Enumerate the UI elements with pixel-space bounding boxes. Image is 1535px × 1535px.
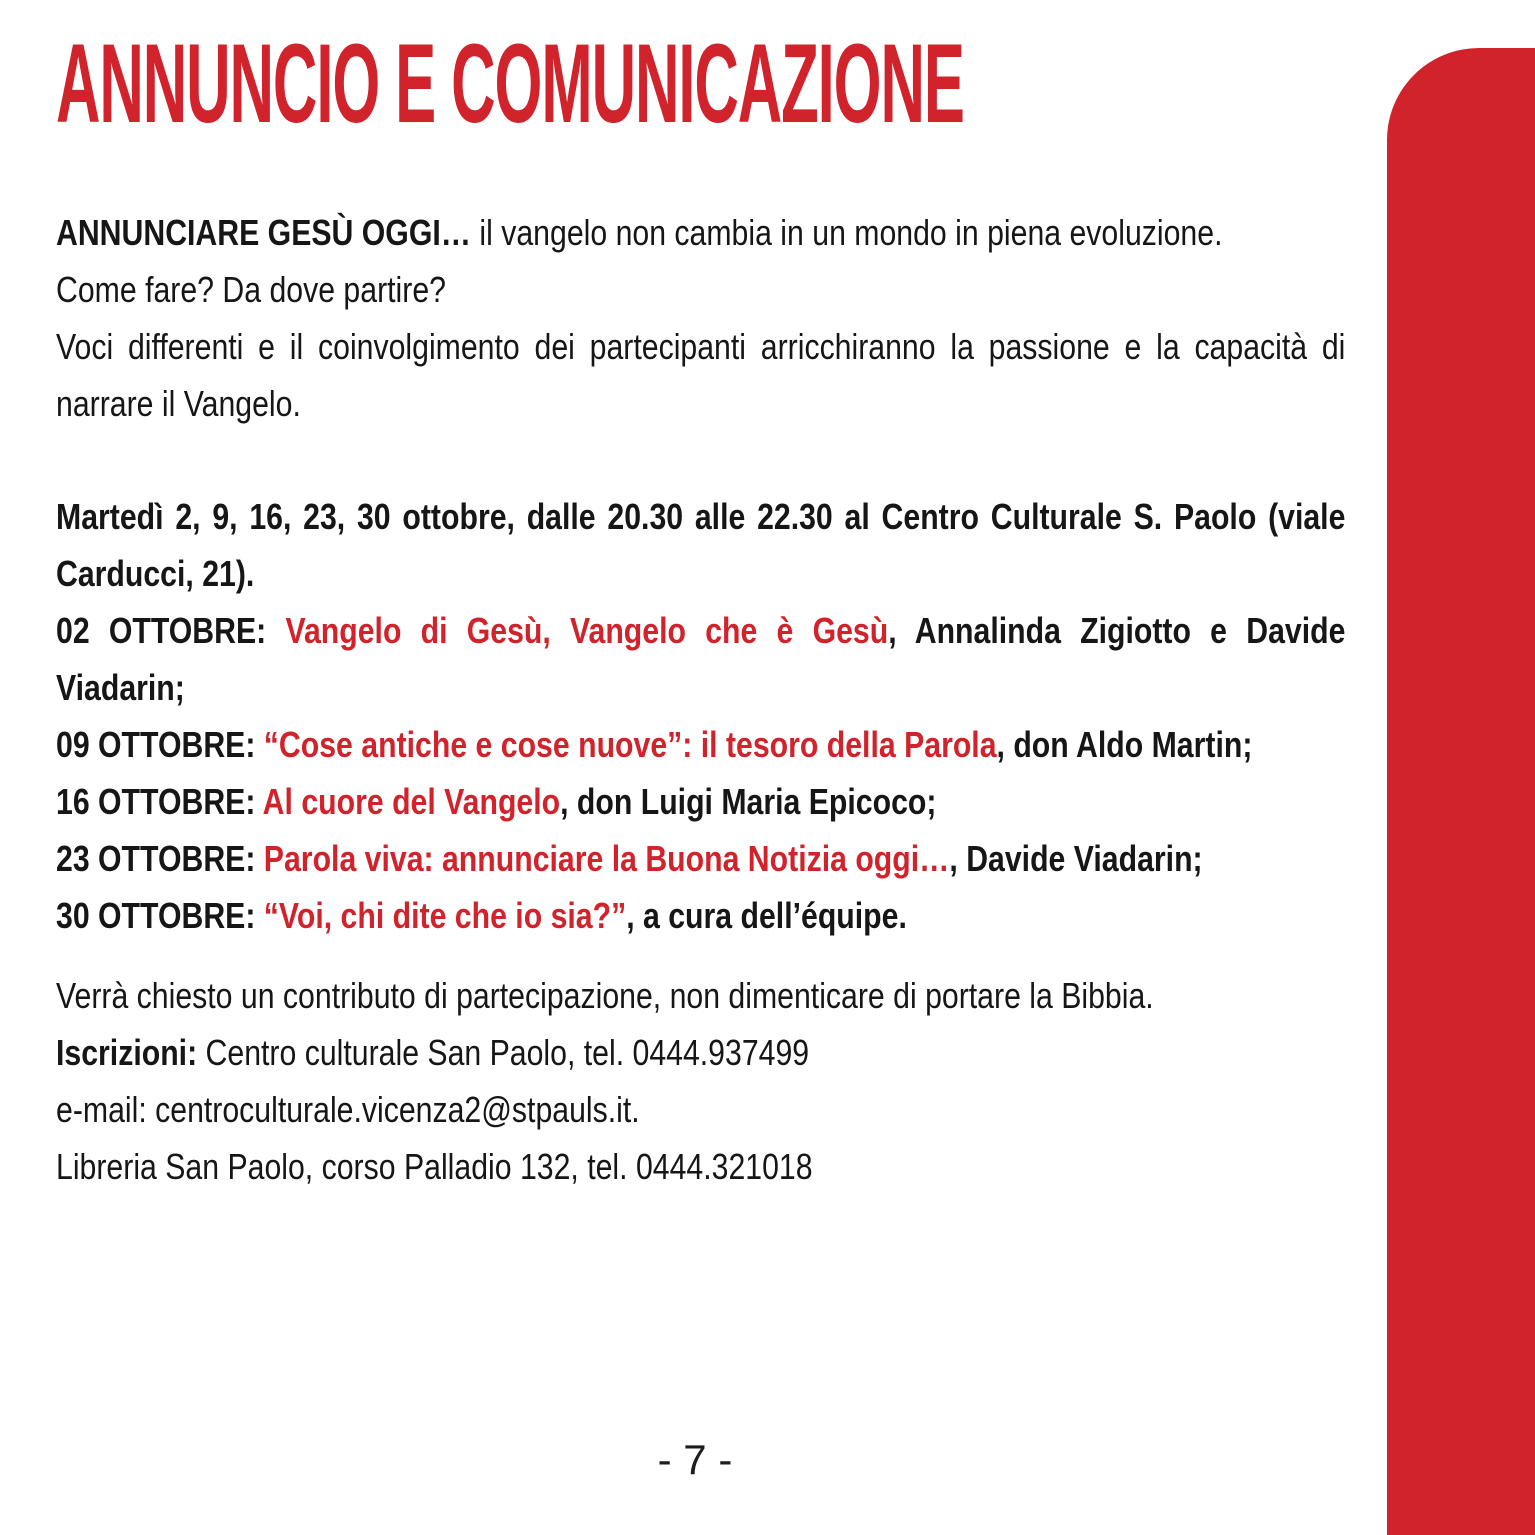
schedule-events [56, 602, 1345, 944]
page-number: - 7 - [657, 1436, 733, 1483]
event-speakers: , a cura dell’équipe. [626, 895, 907, 936]
email-line: e-mail: centroculturale.vicenza2@stpauls.it. [56, 1089, 640, 1130]
schedule-event [56, 602, 1345, 716]
red-side-band [1387, 48, 1535, 1535]
page-content [56, 204, 1345, 1195]
event-title: Al cuore del Vangelo [262, 781, 561, 822]
schedule-event [56, 887, 1345, 944]
bookshop-line: Libreria San Paolo, corso Palladio 132, tel. 0444.321018 [56, 1146, 813, 1187]
schedule-section [56, 488, 1345, 944]
event-title: Parola viva: annunciare la Buona Notizia oggi… [263, 838, 950, 879]
event-speakers: , Annalinda Zigiotto e Davide Viadarin; [56, 610, 1346, 708]
footer-section [56, 967, 1345, 1195]
event-speakers: , don Luigi Maria Epicoco; [560, 781, 937, 822]
registration-value: Centro culturale San Paolo, tel. 0444.937499 [197, 1032, 810, 1073]
intro-body-line: Voci differenti e il coinvolgimento dei partecipanti arricchiranno la passione e la capacità di narrare il Vangelo. [56, 326, 1346, 424]
event-date: 16 OTTOBRE: [56, 781, 256, 822]
schedule-event [56, 716, 1345, 773]
page-title: ANNUNCIO E COMUNICAZIONE [56, 21, 964, 146]
event-title: “Voi, chi dite che io sia?” [263, 895, 627, 936]
intro-question-line: Come fare? Da dove partire? [56, 269, 446, 310]
event-date: 23 OTTOBRE: [56, 838, 256, 879]
intro-lead-rest: il vangelo non cambia in un mondo in piena evoluzione. [470, 212, 1223, 253]
registration-label: Iscrizioni: [56, 1032, 198, 1073]
event-date: 30 OTTOBRE: [56, 895, 256, 936]
participation-note: Verrà chiesto un contributo di partecipazione, non dimenticare di portare la Bibbia. [56, 975, 1154, 1016]
schedule-event [56, 773, 1345, 830]
event-date: 02 OTTOBRE: [56, 610, 267, 651]
event-speakers: , don Aldo Martin; [996, 724, 1253, 765]
intro-lead-bold: ANNUNCIARE GESÙ OGGI… [56, 212, 471, 253]
intro-paragraph [56, 204, 1345, 261]
event-title: Vangelo di Gesù, Vangelo che è Gesù [285, 610, 889, 651]
event-speakers: , Davide Viadarin; [949, 838, 1203, 879]
event-title: “Cose antiche e cose nuove”: il tesoro della Parola [263, 724, 997, 765]
schedule-event [56, 830, 1345, 887]
registration-line [56, 1024, 1345, 1081]
schedule-when-where: Martedì 2, 9, 16, 23, 30 ottobre, dalle 20.30 alle 22.30 al Centro Culturale S. Paolo (viale Carducci, 21). [56, 496, 1346, 594]
event-date: 09 OTTOBRE: [56, 724, 256, 765]
